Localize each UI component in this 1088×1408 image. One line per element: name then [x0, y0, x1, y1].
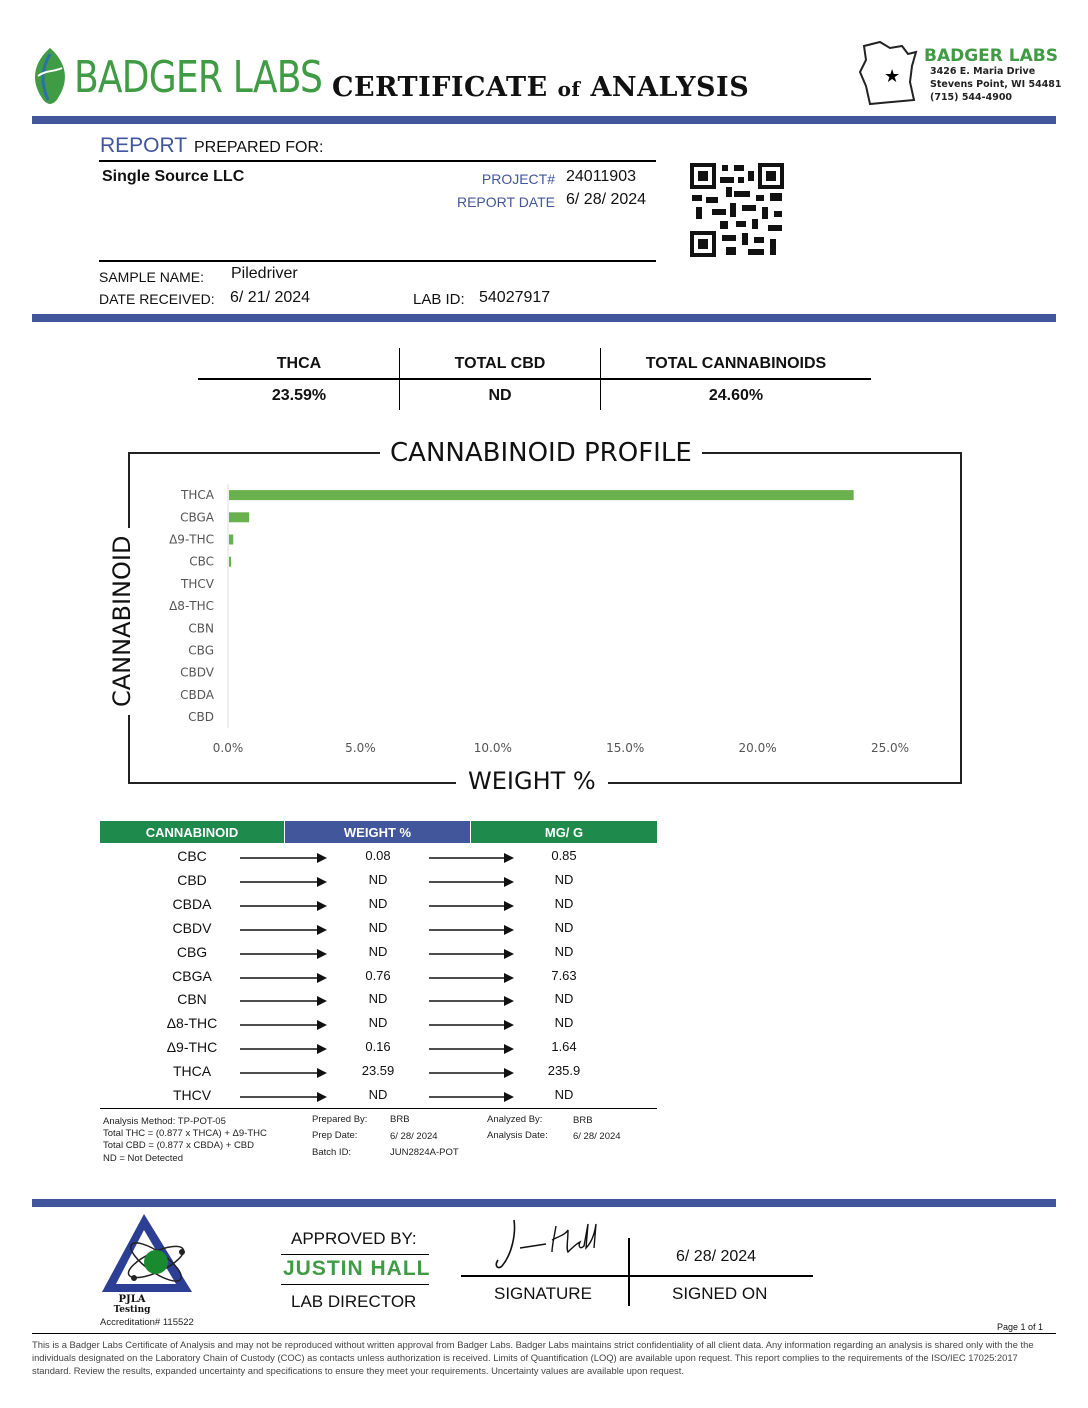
date-received: 6/ 21/ 2024: [230, 289, 311, 306]
mg-value: 235.9: [547, 1063, 581, 1079]
arrow-icon: [429, 1019, 514, 1031]
prep-date: 6/ 28/ 2024: [390, 1131, 438, 1142]
accreditation-number: Accreditation# 115522: [100, 1317, 194, 1328]
approver-name: JUSTIN HALL: [283, 1257, 431, 1280]
x-tick-label: 5.0%: [345, 741, 376, 755]
mg-value: ND: [554, 1015, 574, 1031]
cannabinoid-name: Δ8-THC: [166, 1015, 218, 1032]
header-divider: [32, 116, 1056, 124]
approved-by-label: APPROVED BY:: [291, 1229, 417, 1248]
y-tick-label: CBC: [189, 554, 214, 569]
arrow-icon: [429, 948, 514, 960]
project-label: PROJECT#: [481, 171, 555, 187]
summary-thca-value: 23.59%: [271, 387, 327, 404]
prepared-by-label: Prepared By:: [312, 1114, 368, 1125]
cannabinoid-profile-chart: [140, 478, 940, 760]
mg-value: ND: [554, 1087, 574, 1102]
approver-top-rule: [281, 1254, 429, 1255]
pjla-sub: Testing: [113, 1305, 151, 1315]
disclaimer-rule: [32, 1333, 1056, 1334]
weight-value: ND: [368, 991, 388, 1007]
summary-total-cbd-value: ND: [488, 387, 512, 404]
summary-thca-label: THCA: [276, 355, 322, 372]
report-top-rule: [99, 160, 656, 162]
address-company: BADGER LABS: [924, 46, 1058, 66]
arrow-icon: [240, 995, 327, 1007]
client-name: Single Source LLC: [102, 168, 245, 185]
x-tick-label: 10.0%: [473, 741, 512, 755]
y-tick-label: CBDA: [180, 687, 214, 702]
wisconsin-map-icon: [856, 38, 926, 110]
report-date: 6/ 28/ 2024: [566, 191, 647, 208]
cannabinoid-name: Δ9-THC: [166, 1039, 218, 1056]
batch-id: JUN2824A-POT: [390, 1147, 459, 1158]
arrow-icon: [240, 924, 327, 936]
page-number: Page 1 of 1: [997, 1322, 1044, 1332]
cannabinoid-name: CBGA: [172, 967, 212, 984]
document-title: CERTIFICATE of ANALYSIS: [332, 72, 750, 103]
mg-value: ND: [554, 895, 574, 911]
report-date-label: REPORT DATE: [456, 194, 555, 210]
signature-image: [490, 1214, 610, 1274]
batch-id-label: Batch ID:: [312, 1147, 352, 1158]
arrow-icon: [240, 1091, 327, 1103]
prepared-for-label: PREPARED FOR:: [194, 139, 324, 156]
arrow-icon: [240, 852, 327, 864]
cannabinoid-name: CBN: [177, 991, 207, 1008]
address-city: Stevens Point, WI 54481: [930, 79, 1062, 90]
summary-divider-2: [600, 348, 601, 410]
weight-value: ND: [368, 1087, 388, 1102]
footer-divider: [32, 1199, 1056, 1207]
report-bottom-rule: [99, 260, 656, 262]
signature-label: SIGNATURE: [494, 1284, 592, 1303]
summary-rule: [198, 378, 871, 380]
mg-value: ND: [554, 871, 574, 887]
table-header-mg: MG/ G: [471, 821, 657, 843]
cannabinoid-name: THCA: [172, 1063, 212, 1080]
y-tick-label: CBD: [188, 710, 214, 725]
summary-total-cannabinoids-label: TOTAL CANNABINOIDS: [645, 355, 827, 372]
approver-bottom-rule: [281, 1284, 429, 1285]
y-tick-label: Δ8-THC: [169, 599, 214, 614]
arrow-icon: [429, 876, 514, 888]
info-divider: [32, 314, 1056, 322]
y-tick-label: THCA: [181, 488, 214, 503]
table-bottom-rule: [100, 1108, 657, 1109]
y-tick-label: CBG: [188, 643, 214, 658]
mg-value: ND: [554, 991, 574, 1007]
arrow-icon: [429, 995, 514, 1007]
arrow-icon: [429, 852, 514, 864]
analysis-date-label: Analysis Date:: [487, 1130, 548, 1141]
signature-rule: [461, 1275, 813, 1277]
lab-id: 54027917: [479, 289, 551, 306]
weight-value: ND: [368, 895, 388, 911]
signed-on-label: SIGNED ON: [672, 1284, 768, 1303]
analyzed-by-label: Analyzed By:: [487, 1114, 543, 1125]
nd-note: ND = Not Detected: [103, 1153, 183, 1164]
arrow-icon: [429, 1043, 514, 1055]
arrow-icon: [240, 972, 327, 984]
y-tick-label: Δ9-THC: [169, 532, 214, 547]
arrow-icon: [429, 900, 514, 912]
weight-value: ND: [368, 1015, 388, 1031]
badger-labs-leaf-logo: [28, 46, 74, 106]
cannabinoid-name: CBDA: [172, 895, 212, 912]
weight-value: ND: [368, 919, 388, 935]
weight-value: ND: [368, 871, 388, 887]
signed-on-date: 6/ 28/ 2024: [676, 1248, 757, 1265]
x-tick-label: 0.0%: [212, 741, 244, 755]
approver-title: LAB DIRECTOR: [291, 1292, 417, 1311]
lab-id-label: LAB ID:: [413, 291, 465, 308]
total-cbd-formula: Total CBD = (0.877 x CBDA) + CBD: [103, 1140, 254, 1151]
y-tick-label: CBGA: [180, 510, 214, 525]
summary-divider-1: [399, 348, 400, 410]
report-label: REPORT: [100, 134, 188, 157]
svg-text:★: ★: [884, 66, 901, 87]
prepared-by: BRB: [390, 1114, 410, 1125]
chart-y-axis-label: CANNABINOID: [108, 528, 136, 715]
chart-title: CANNABINOID PROFILE: [380, 438, 702, 468]
weight-value: 0.76: [365, 967, 391, 983]
bar-CBC: [229, 557, 231, 567]
arrow-icon: [240, 876, 327, 888]
weight-value: ND: [368, 943, 388, 959]
disclaimer-text: This is a Badger Labs Certificate of Analysis and may not be reproduced without written approval from Badger Labs. Badger Labs maintains strict confidentiality of all client data. Any information regarding an analysis is shared only with the the individuals designated on the Laboratory Chain of Custody (COC) as contacts unless authorization is received. Limits of Quantification (LOQ) are available upon request. This report complies to the requirements of the ISO/IEC 17025:2017 standard. Review the results, expanded uncertainty and specifications to ensure they meet your requirements. Uncertainty values are available upon request.: [32, 1339, 1034, 1376]
pjla-accreditation-logo: [100, 1212, 200, 1294]
x-tick-label: 20.0%: [738, 741, 777, 755]
bar-Δ9-THC: [229, 535, 233, 545]
arrow-icon: [240, 1043, 327, 1055]
y-tick-label: THCV: [181, 576, 214, 591]
arrow-icon: [429, 972, 514, 984]
weight-value: 0.16: [365, 1039, 391, 1055]
arrow-icon: [240, 1019, 327, 1031]
y-tick-label: CBN: [188, 621, 214, 636]
y-tick-label: CBDV: [180, 665, 214, 680]
arrow-icon: [429, 1067, 514, 1079]
analysis-method: Analysis Method: TP-POT-05: [103, 1116, 226, 1127]
project-number: 24011903: [566, 168, 636, 185]
summary-total-cbd-label: TOTAL CBD: [454, 355, 546, 372]
table-header-cannabinoid: CANNABINOID: [100, 821, 284, 843]
mg-value: 1.64: [551, 1039, 577, 1055]
signature-divider: [628, 1238, 630, 1306]
analyzed-by: BRB: [573, 1115, 593, 1126]
bar-CBGA: [229, 512, 249, 522]
x-tick-label: 15.0%: [606, 741, 645, 755]
mg-value: 7.63: [551, 967, 577, 983]
date-received-label: DATE RECEIVED:: [99, 291, 215, 307]
sample-name-label: SAMPLE NAME:: [99, 269, 205, 285]
arrow-icon: [429, 924, 514, 936]
address-phone: (715) 544-4900: [930, 92, 1013, 103]
prep-date-label: Prep Date:: [312, 1130, 358, 1141]
address-street: 3426 E. Maria Drive: [930, 66, 1036, 77]
chart-x-axis-label: WEIGHT %: [456, 767, 608, 795]
pjla-name: PJLA: [118, 1294, 146, 1305]
qr-code: [690, 163, 784, 257]
mg-value: ND: [554, 943, 574, 959]
cannabinoid-name: THCV: [172, 1087, 212, 1103]
brand-name: BADGER LABS: [74, 52, 323, 103]
cannabinoid-name: CBC: [177, 848, 207, 864]
weight-value: 0.08: [365, 848, 391, 863]
cannabinoid-name: CBD: [177, 871, 207, 888]
cannabinoid-name: CBDV: [172, 919, 212, 936]
mg-value: 0.85: [551, 848, 577, 863]
arrow-icon: [240, 900, 327, 912]
total-thc-formula: Total THC = (0.877 x THCA) + Δ9-THC: [103, 1128, 267, 1139]
arrow-icon: [429, 1091, 514, 1103]
weight-value: 23.59: [361, 1063, 395, 1079]
x-tick-label: 25.0%: [870, 741, 910, 755]
summary-total-cannabinoids-value: 24.60%: [708, 387, 764, 404]
arrow-icon: [240, 1067, 327, 1079]
analysis-date: 6/ 28/ 2024: [573, 1131, 621, 1142]
table-header-weight: WEIGHT %: [285, 821, 470, 843]
mg-value: ND: [554, 919, 574, 935]
cannabinoid-name: CBG: [176, 943, 208, 960]
bar-THCA: [229, 490, 854, 500]
arrow-icon: [240, 948, 327, 960]
sample-name: Piledriver: [231, 265, 298, 282]
